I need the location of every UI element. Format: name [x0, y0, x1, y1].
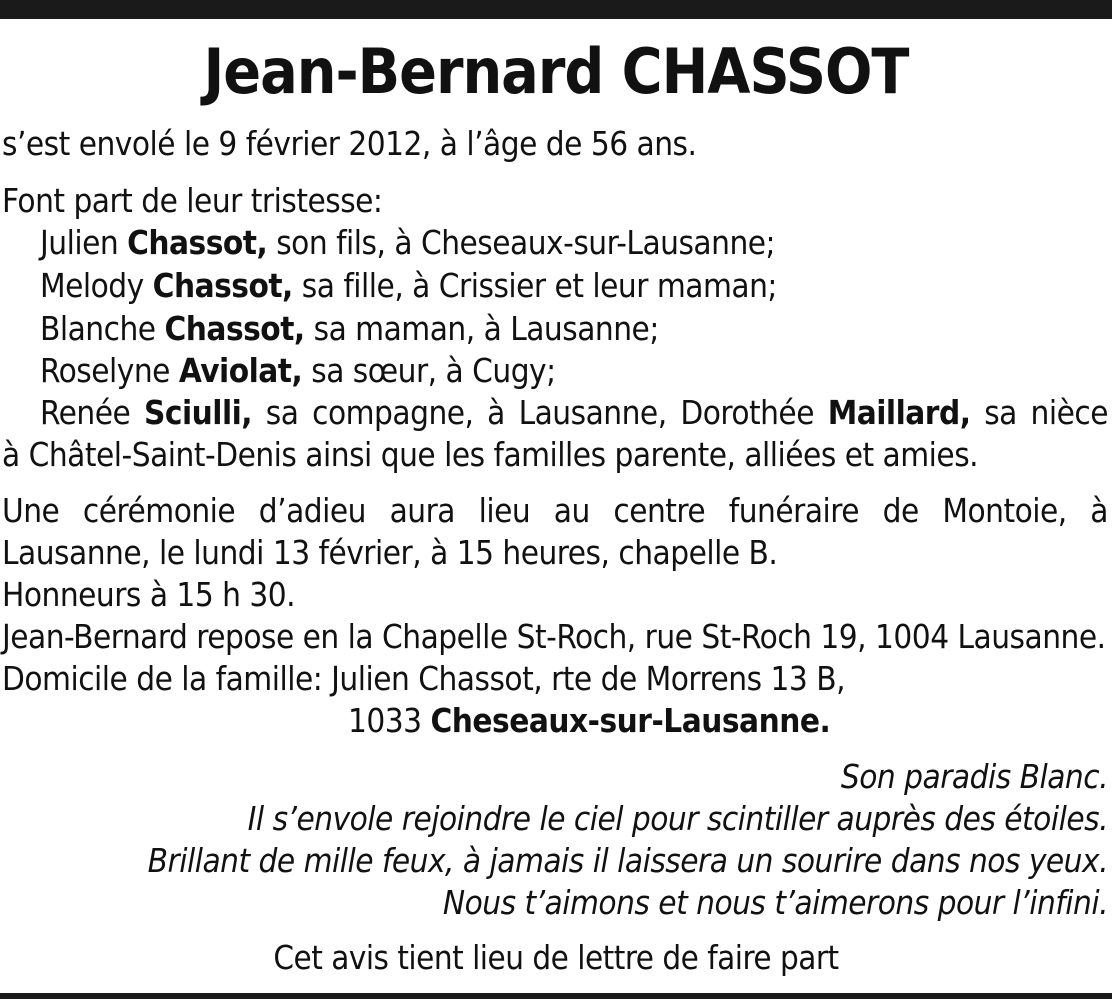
footer-note: Cet avis tient lieu de lettre de faire part [273, 938, 839, 977]
poem-line: Son paradis Blanc. [840, 757, 1108, 796]
relation: sa nièce [970, 393, 1108, 432]
domicile-line: Domicile de la famille: Julien Chassot, rte de Morrens 13 B, [2, 659, 846, 698]
last-name: Maillard, [827, 393, 971, 432]
family-member [40, 308, 659, 350]
intro-line: s’est envolé le 9 février 2012, à l’âge de 56 ans. [2, 124, 697, 163]
bottom-rule [0, 993, 1112, 999]
ceremony-line: Lausanne, le lundi 13 février, à 15 heures, chapelle B. [2, 533, 778, 572]
first-name: Melody [40, 266, 153, 305]
family-continuation: à Châtel-Saint-Denis ainsi que les familles parente, alliées et amies. [2, 435, 979, 474]
deceased-name: Jean-Bernard CHASSOT [203, 35, 909, 108]
city: Cheseaux-sur-Lausanne. [430, 701, 831, 740]
honneurs-line: Honneurs à 15 h 30. [2, 575, 296, 614]
domicile-city [348, 700, 830, 742]
last-name: Chassot, [127, 223, 268, 262]
poem-line: Il s’envole rejoindre le ciel pour scintiller auprès des étoiles. [247, 799, 1108, 838]
repose-line: Jean-Bernard repose en la Chapelle St-Roch, rue St-Roch 19, 1004 Lausanne. [2, 617, 1106, 656]
first-name: Julien [40, 223, 128, 262]
relation: sa compagne, à Lausanne, Dorothée [252, 393, 828, 432]
relation: sa sœur, à Cugy; [302, 351, 556, 390]
first-name: Roselyne [40, 351, 179, 390]
relation: sa maman, à Lausanne; [304, 309, 659, 348]
first-name: Renée [40, 393, 144, 432]
postcode: 1033 [348, 701, 431, 740]
relation: son fils, à Cheseaux-sur-Lausanne; [267, 223, 776, 262]
last-name: Aviolat, [178, 351, 303, 390]
last-name: Chassot, [164, 309, 305, 348]
relation: sa fille, à Crissier et leur maman; [292, 266, 777, 305]
last-name: Chassot, [152, 266, 293, 305]
family-member [40, 265, 777, 307]
ceremony-line: Une cérémonie d’adieu aura lieu au centre funéraire de Montoie, à [2, 491, 1108, 530]
announce-heading: Font part de leur tristesse: [2, 181, 383, 220]
poem-line: Nous t’aimons et nous t’aimerons pour l’infini. [442, 883, 1108, 922]
family-member [40, 222, 775, 264]
family-member [40, 392, 1108, 434]
poem-line: Brillant de mille feux, à jamais il laissera un sourire dans nos yeux. [147, 841, 1108, 880]
first-name: Blanche [40, 309, 165, 348]
last-name: Sciulli, [144, 393, 253, 432]
family-member [40, 350, 556, 392]
